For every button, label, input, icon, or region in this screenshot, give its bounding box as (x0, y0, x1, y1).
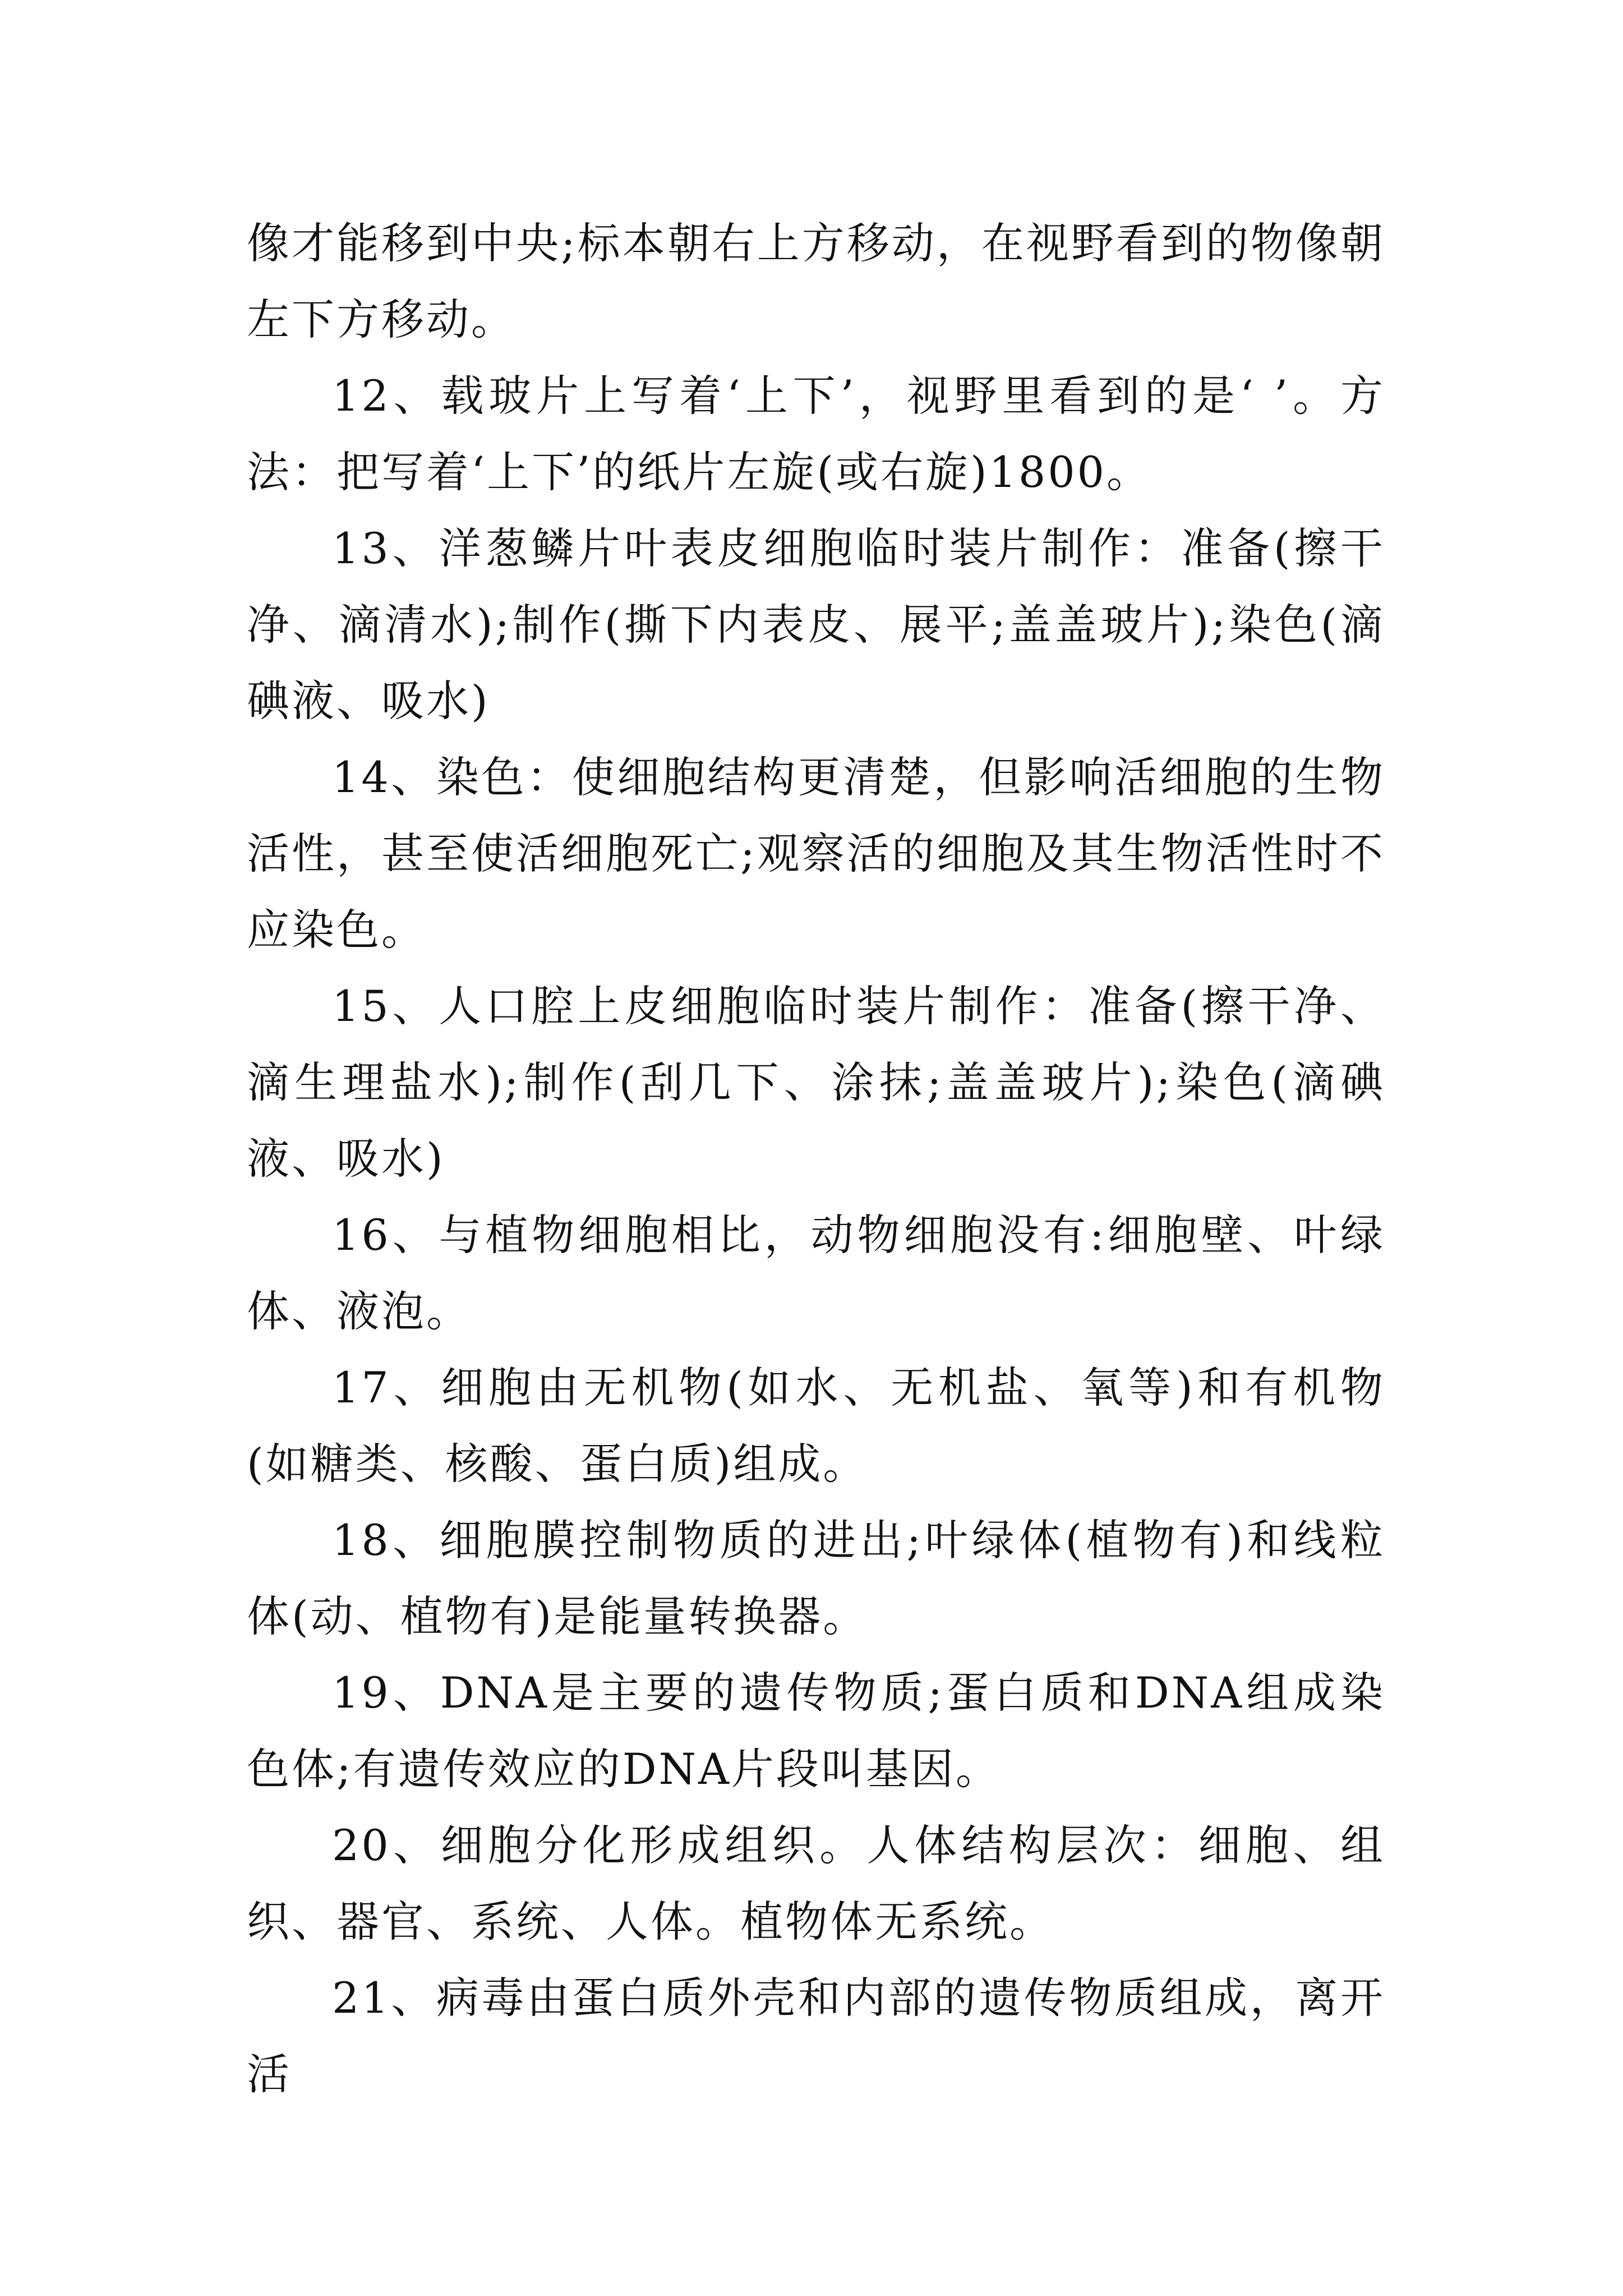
paragraph-18: 18、细胞膜控制物质的进出;叶绿体(植物有)和线粒体(动、植物有)是能量转换器。 (247, 1515, 1385, 1641)
document-body (247, 205, 1385, 2113)
paragraph-12: 12、载玻片上写着‘上下’，视野里看到的是‘ ’。方法：把写着‘上下’的纸片左旋(或右旋)1800。 (247, 371, 1385, 497)
paragraph-11-continuation: 像才能移到中央;标本朝右上方移动，在视野看到的物像朝左下方移动。 (247, 218, 1385, 344)
paragraph-21: 21、病毒由蛋白质外壳和内部的遗传物质组成，离开活 (247, 1973, 1385, 2099)
paragraph-16: 16、与植物细胞相比，动物细胞没有:细胞壁、叶绿体、液泡。 (247, 1210, 1385, 1336)
paragraph-13: 13、洋葱鳞片叶表皮细胞临时装片制作：准备(擦干净、滴清水);制作(撕下内表皮、展平;盖盖玻片);染色(滴碘液、吸水) (247, 523, 1385, 726)
paragraph-14: 14、染色：使细胞结构更清楚，但影响活细胞的生物活性，甚至使活细胞死亡;观察活的细胞及其生物活性时不应染色。 (247, 752, 1385, 955)
paragraph-19: 19、DNA是主要的遗传物质;蛋白质和DNA组成染色体;有遗传效应的DNA片段叫基因。 (247, 1668, 1385, 1794)
paragraph-15: 15、人口腔上皮细胞临时装片制作：准备(擦干净、滴生理盐水);制作(刮几下、涂抹;盖盖玻片);染色(滴碘液、吸水) (247, 981, 1385, 1184)
paragraph-20: 20、细胞分化形成组织。人体结构层次：细胞、组织、器官、系统、人体。植物体无系统。 (247, 1820, 1385, 1947)
paragraph-17: 17、细胞由无机物(如水、无机盐、氧等)和有机物(如糖类、核酸、蛋白质)组成。 (247, 1363, 1385, 1489)
